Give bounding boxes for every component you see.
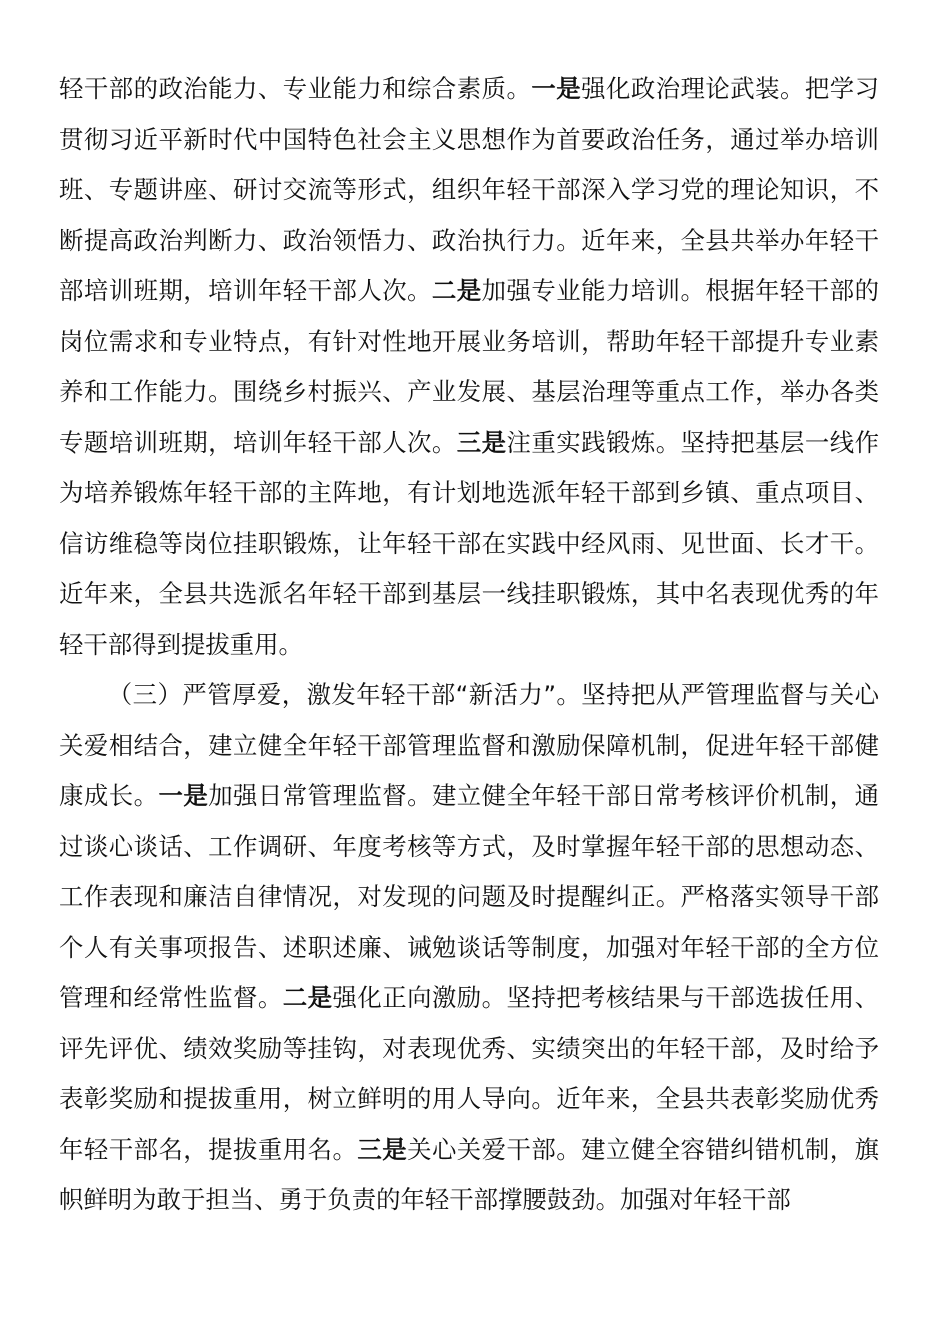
text-segment: 轻干部的政治能力、专业能力和综合素质。 <box>59 74 532 103</box>
bold-marker: 三是 <box>456 427 507 457</box>
bold-marker: 三是 <box>357 1134 408 1164</box>
bold-marker: 一是 <box>531 74 582 103</box>
document-page <box>59 64 879 1226</box>
text-segment: 加强日常管理监督。建立健全年轻干部日常考核评价机制，通过谈心谈话、工作调研、年度考核等方式，及时掌握年轻干部的思想动态、工作表现和廉洁自律情况，对发现的问题及时提醒纠正。严格落实领导干部个人有关事项报告、述职述廉、诫勉谈话等制度，加强对年轻干部的全方位管理和经常性监督。 <box>59 781 879 1012</box>
bold-marker: 二是 <box>431 276 482 305</box>
text-segment: 注重实践锻炼。坚持把基层一线作为培养锻炼年轻干部的主阵地，有计划地选派年轻干部到乡镇、重点项目、信访维稳等岗位挂职锻炼，让年轻干部在实践中经风雨、见世面、长才干。近年来，全县共选派名年轻干部到基层一线挂职锻炼，其中名表现优秀的年轻干部得到提拔重用。 <box>59 427 879 659</box>
paragraph-1 <box>59 64 879 670</box>
text-segment: 加强专业能力培训。根据年轻干部的岗位需求和专业特点，有针对性地开展业务培训，帮助年轻干部提升专业素养和工作能力。围绕乡村振兴、产业发展、基层治理等重点工作，举办各类专题培训班期，培训年轻干部人次。 <box>59 276 879 457</box>
bold-marker: 二是 <box>282 983 333 1012</box>
text-segment: 强化政治理论武装。把学习贯彻习近平新时代中国特色社会主义思想作为首要政治任务，通过举办培训班、专题讲座、研讨交流等形式，组织年轻干部深入学习党的理论知识，不断提高政治判断力、政治领悟力、政治执行力。近年来，全县共举办年轻干部培训班期，培训年轻干部人次。 <box>59 74 879 305</box>
bold-marker: 一是 <box>158 781 209 810</box>
section-heading-text: （三）严管厚爱，激发年轻干部“新活力”。坚持把从严管理监督与关心关爱相结合，建立健全年轻干部管理监督和激励保障机制，促进年轻干部健康成长。 <box>59 680 879 810</box>
text-segment: 关心关爱干部。建立健全容错纠错机制，旗帜鲜明为敢于担当、勇于负责的年轻干部撑腰鼓劲。加强对年轻干部 <box>59 1134 879 1214</box>
text-segment: 强化正向激励。坚持把考核结果与干部选拔任用、评先评优、绩效奖励等挂钩，对表现优秀、实绩突出的年轻干部，及时给予表彰奖励和提拔重用，树立鲜明的用人导向。近年来，全县共表彰奖励优秀年轻干部名，提拔重用名。 <box>59 983 879 1164</box>
paragraph-2 <box>59 670 879 1226</box>
